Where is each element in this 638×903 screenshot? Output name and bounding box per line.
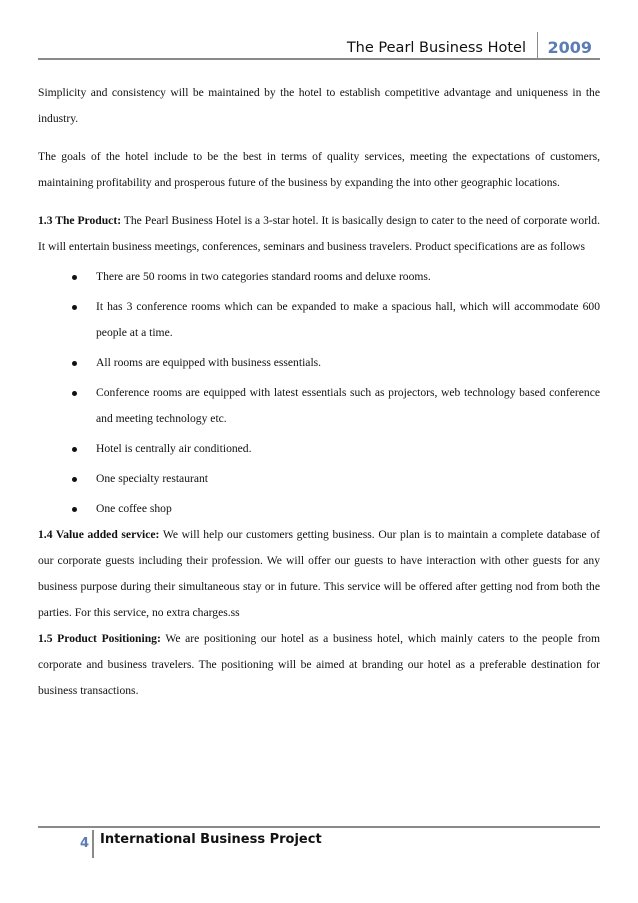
page-header [38,26,600,60]
list-item: One coffee shop [72,496,600,522]
list-item: Conference rooms are equipped with latest essentials such as projectors, web technology based conference and meeting technology etc. [72,380,600,432]
section-positioning-heading: 1.5 Product Positioning: [38,632,161,645]
header-year: 2009 [547,38,592,57]
bullet-icon [72,391,77,396]
product-specifications-list [72,264,600,522]
section-value-added [38,522,600,626]
bullet-icon [72,275,77,280]
footer-divider [92,830,94,858]
header-divider [537,32,539,60]
header-title: The Pearl Business Hotel [346,40,526,56]
paragraph-simplicity: Simplicity and consistency will be maintained by the hotel to establish competitive advantage and uniqueness in the industry. [38,86,600,125]
footer-title: International Business Project [100,832,322,847]
section-product [38,208,600,260]
document-body [38,80,600,704]
page-number: 4 [80,836,90,851]
section-value-heading: 1.4 Value added service: [38,528,160,541]
section-positioning-text: We are positioning our hotel as a business hotel, which mainly caters to the people from corporate and business travelers. The positioning will be aimed at branding our hotel as a preferable destination for business transactions. [38,632,600,697]
list-item: It has 3 conference rooms which can be expanded to make a spacious hall, which will accommodate 600 people at a time. [72,294,600,346]
section-product-heading: 1.3 The Product: [38,214,122,227]
section-value-text: We will help our customers getting business. Our plan is to maintain a complete database of our corporate guests including their profession. We will offer our guests to have interaction with other guests for any business purpose during their simultaneous stay or in future. This service will be offered after getting nod from both the parties. For this service, no extra charges.ss [38,528,600,619]
page-footer [38,826,600,858]
list-item: There are 50 rooms in two categories standard rooms and deluxe rooms. [72,264,600,290]
list-item: All rooms are equipped with business essentials. [72,350,600,376]
bullet-icon [72,507,77,512]
bullet-icon [72,477,77,482]
section-product-text: The Pearl Business Hotel is a 3-star hotel. It is basically design to cater to the need of corporate world. It will entertain business meetings, conferences, seminars and business travelers. Product specifications are as follows [38,214,600,253]
section-positioning [38,626,600,704]
bullet-icon [72,305,77,310]
bullet-icon [72,361,77,366]
list-item: Hotel is centrally air conditioned. [72,436,600,462]
paragraph-goals: The goals of the hotel include to be the best in terms of quality services, meeting the expectations of customers, maintaining profitability and prosperous future of the business by expanding the into other geographic locations. [38,150,600,189]
bullet-icon [72,447,77,452]
list-item: One specialty restaurant [72,466,600,492]
